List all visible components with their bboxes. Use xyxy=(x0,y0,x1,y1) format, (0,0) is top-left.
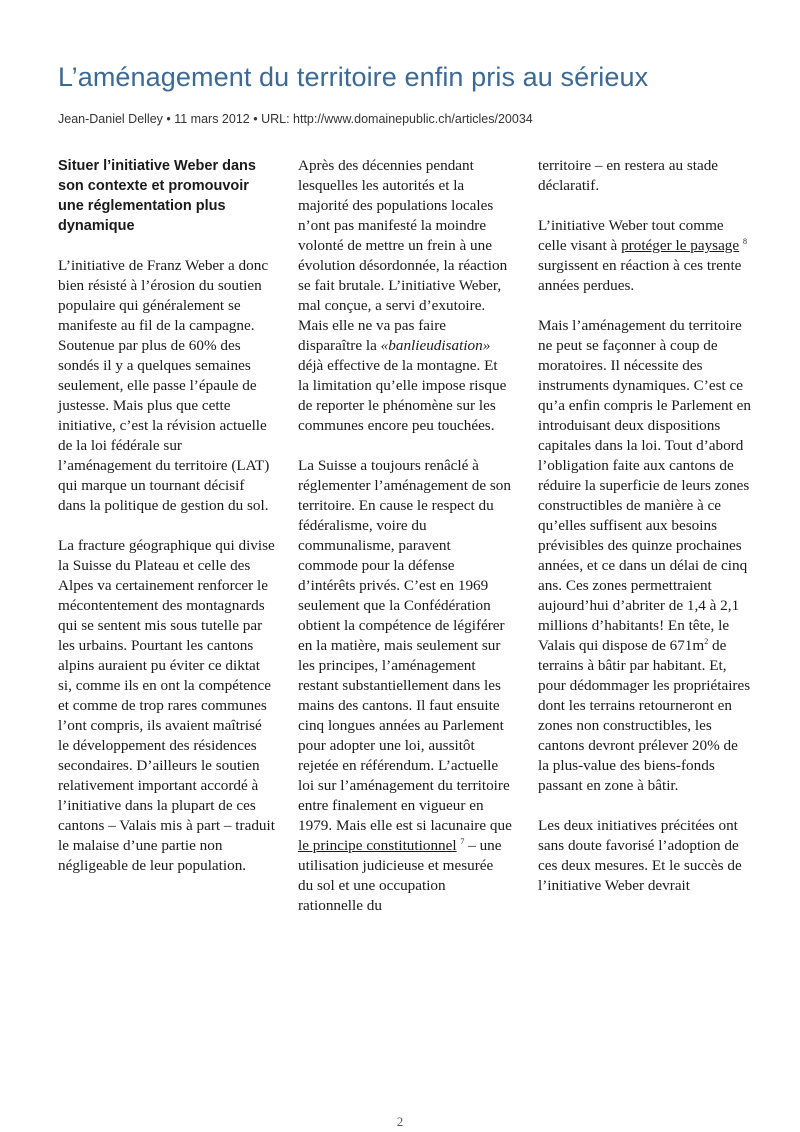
link-proteger-le-paysage[interactable]: protéger le paysage xyxy=(621,237,740,254)
column-3 xyxy=(538,156,752,896)
page-number: 2 xyxy=(396,1114,404,1129)
paragraph-text: de terrains à bâtir par habitant. Et, pour dédommager les propriétaires dont les terrains retourneront en zones non constructibles, les cantons devront prélever 20% de la plus-value des biens-fonds passant en zone à bâtir. xyxy=(538,637,751,794)
paragraph-text: – une utilisation judicieuse et mesurée du sol et une occupation rationnelle du xyxy=(298,837,502,914)
paragraph-text: déjà effective de la montagne. Et la limitation qu’elle impose risque de reporter le phénomène sur les communes encore peu touchées. xyxy=(298,357,507,434)
paragraph: territoire – en restera au stade déclaratif. xyxy=(538,157,719,194)
paragraph xyxy=(538,316,752,796)
paragraph-text: L’initiative Weber tout comme celle visant à xyxy=(538,217,724,254)
link-principe-constitutionnel[interactable]: le principe constitutionnel xyxy=(298,837,457,854)
article-byline: Jean-Daniel Delley • 11 mars 2012 • URL: http://www.domainepublic.ch/articles/20034 xyxy=(58,112,533,126)
paragraph xyxy=(298,456,512,916)
paragraph: L’initiative de Franz Weber a donc bien résisté à l’érosion du soutien populaire qui généralement se manifeste au fil de la campagne. Soutenue par plus de 60% des sondés il y a quelques semaines seulement, elle passe l’épaule de justesse. Mais plus que cette initiative, c’est la révision actuelle de la loi fédérale sur l’aménagement du territoire (LAT) qui marque un tournant décisif dans la politique de gestion du sol. xyxy=(58,257,270,514)
paragraph: La fracture géographique qui divise la Suisse du Plateau et celle des Alpes va certainement renforcer le mécontentement des montagnards qui se sentent mis sous tutelle par les urbains. Pourtant les cantons alpins auraient pu éviter ce diktat si, comme ils en ont la compétence et comme de trop rares communes l’ont compris, ils avaient maîtrisé le développement des résidences secondaires. D’ailleurs le soutien relativement important accordé à l’initiative dans la plupart de ces cantons – Valais mis à part – traduit le malaise d’une partie non négligeable de leur population. xyxy=(58,537,275,874)
paragraph-text: surgissent en réaction à ces trente années perdues. xyxy=(538,257,742,294)
paragraph: Les deux initiatives précitées ont sans doute favorisé l’adoption de ces deux mesures. Et le succès de l’initiative Weber devrait xyxy=(538,817,742,894)
quoted-term: «banlieudisation» xyxy=(380,337,491,354)
article-title: L’aménagement du territoire enfin pris au sérieux xyxy=(58,62,649,92)
column-1 xyxy=(58,156,276,876)
paragraph-text: Mais l’aménagement du territoire ne peut se façonner à coup de moratoires. Il nécessite des instruments dynamiques. C’est ce qu’a enfin compris le Parlement en introduisant deux dispositions capitales dans la loi. Tout d’abord l’obligation faite aux cantons de réduire la superficie de leurs zones constructibles de manière à ce qu’elles suffisent aux besoins prévisibles des quinze prochaines années, et ce dans un délai de cinq ans. Ces zones permettraient aujourd’hui d’abriter de 1,4 à 2,1 millions d’habitants! En tête, le Valais qui dispose de 671m xyxy=(538,317,751,654)
footnote-marker: 7 xyxy=(460,836,465,846)
paragraph-text: Après des décennies pendant lesquelles les autorités et la majorité des populations locales n’ont pas manifesté la moindre volonté de mettre un frein à une évolution désordonnée, la réaction se fait brutale. L’initiative Weber, mal conçue, a servi d’exutoire. Mais elle ne va pas faire disparaître la xyxy=(298,157,508,354)
paragraph-text: La Suisse a toujours renâclé à réglementer l’aménagement de son territoire. En cause le respect du fédéralisme, voire du communalisme, paravent commode pour la défense d’intérêts privés. C’est en 1969 seulement que la Confédération obtient la compétence de légiférer en la matière, mais seulement sur les principes, l’aménagement restant substantiellement dans les mains des cantons. Il faut ensuite cinq longues années au Parlement pour adopter une loi, aussitôt rejetée en référendum. L’actuelle loi sur l’aménagement du territoire entre finalement en vigueur en 1979. Mais elle est si lacunaire que xyxy=(298,457,512,834)
column-2 xyxy=(298,156,512,916)
footnote-marker: 8 xyxy=(742,236,747,246)
superscript-2: 2 xyxy=(704,636,709,646)
section-subhead: Situer l’initiative Weber dans son contexte et promouvoir une réglementation plus dynamique xyxy=(58,158,256,234)
paragraph xyxy=(538,216,752,296)
paragraph xyxy=(298,156,512,436)
